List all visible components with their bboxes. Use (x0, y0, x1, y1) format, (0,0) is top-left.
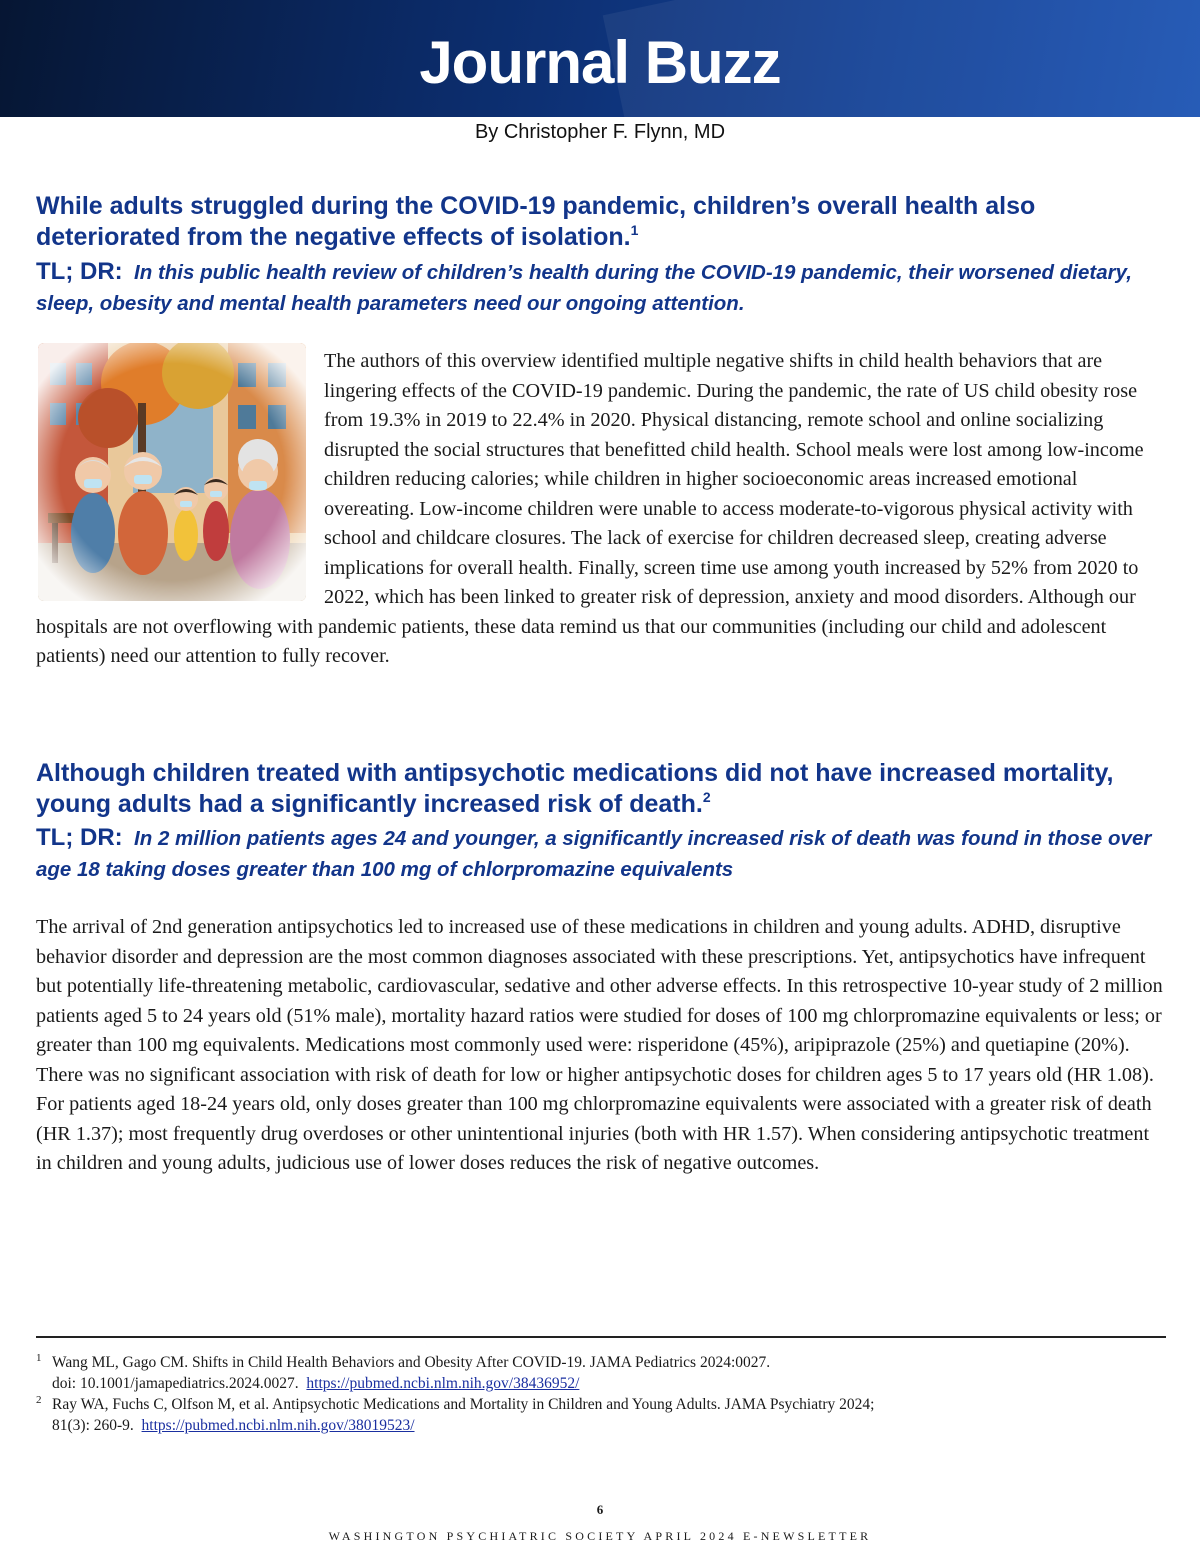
article-2-tldr (36, 822, 1166, 885)
footnote-1 (36, 1352, 1156, 1394)
footnote-2-volume: 81(3): 260-9. (52, 1417, 134, 1434)
footnote-divider (36, 1336, 1166, 1338)
article-2-tldr-text: In 2 million patients ages 24 and younger, a significantly increased risk of death was found in those over age 18 taking doses greater than 100 mg of chlorpromazine equivalents (36, 827, 1152, 881)
article-2-headline (36, 758, 1166, 820)
footnote-1-link[interactable]: https://pubmed.ncbi.nlm.nih.gov/38436952/ (306, 1375, 580, 1392)
footnote-2 (36, 1394, 1156, 1436)
article-2-headline-text: Although children treated with antipsychotic medications did not have increased mortality, young adults had a significantly increased risk of death. (36, 759, 1114, 818)
footnotes (36, 1352, 1156, 1436)
article-1-body (36, 347, 1166, 672)
footnote-1-doi: doi: 10.1001/jamapediatrics.2024.0027. (52, 1375, 299, 1392)
article-2-tldr-label: TL; DR: (36, 824, 123, 851)
author-byline: By Christopher F. Flynn, MD (474, 121, 726, 143)
page-number: 6 (596, 1502, 604, 1517)
article-2-body: The arrival of 2nd generation antipsychotics led to increased use of these medications in children and young adults. ADHD, disruptive behavior disorder and depression are the most common diagnoses associated with these prescriptions. Yet, antipsychotics have infrequent but potentially life-threatening metabolic, cardiovascular, sedative and other adverse effects. In this retrospective 10-year study of 2 million patients aged 5 to 24 years old (51% male), mortality hazard ratios were studied for doses of 100 mg chlorpromazine equivalents or less; or greater than 100 mg equivalents. Medications most commonly used were: risperidone (45%), aripiprazole (25%) and quetiapine (20%). There was no significant association with risk of death for low or higher antipsychotic doses for children ages 5 to 17 years old (HR 1.08). For patients aged 18-24 years old, only doses greater than 100 mg chlorpromazine equivalents were associated with a greater risk of death (HR 1.37); most frequently drug overdoses or other unintentional injuries (both with HR 1.57). When considering antipsychotic treatment in children and young adults, judicious use of lower doses reduces the risk of negative outcomes. (36, 916, 1163, 1174)
article-1-ref: 1 (630, 222, 639, 238)
footnote-2-citation: Ray WA, Fuchs C, Olfson M, et al. Antipsychotic Medications and Mortality in Children and Young Adults. JAMA Psychiatry 2024; (52, 1396, 875, 1413)
newsletter-footer: WASHINGTON PSYCHIATRIC SOCIETY APRIL 2024 E-NEWSLETTER (328, 1529, 872, 1543)
article-1-tldr-label: TL; DR: (36, 258, 123, 285)
article-1-body-text: The authors of this overview identified multiple negative shifts in child health behaviors that are lingering effects of the COVID-19 pandemic. During the pandemic, the rate of US child obesity rose from 19.3% in 2019 to 22.4% in 2020. Physical distancing, remote school and online socializing disrupted the social structures that benefitted child health. School meals were lost among low-income children reducing calories; while children in higher socioeconomic areas increased emotional overeating. Low-income children were unable to access moderate-to-vigorous physical activity with school and childcare closures. The lack of exercise for children decreased sleep, creating adverse implications for overall health. Finally, screen time use among youth increased by 52% from 2020 to 2022, which has been linked to greater risk of depression, anxiety and mood disorders. Although our hospitals are not overflowing with pandemic patients, these data remind us that our communities (including our child and adolescent patients) need our attention to fully recover. (36, 350, 1144, 667)
header-banner (0, 0, 1200, 117)
article-1-tldr-text: In this public health review of children’s health during the COVID-19 pandemic, their worsened dietary, sleep, obesity and mental health parameters need our ongoing attention. (36, 261, 1132, 315)
article-2-ref: 2 (702, 789, 711, 805)
footnote-2-number: 2 (36, 1394, 42, 1406)
article-1-headline (36, 191, 1166, 253)
article-1-headline-text: While adults struggled during the COVID-19 pandemic, children’s overall health also deteriorated from the negative effects of isolation. (36, 192, 1036, 251)
footnote-2-link[interactable]: https://pubmed.ncbi.nlm.nih.gov/38019523/ (141, 1417, 415, 1434)
illustration-image (38, 343, 306, 601)
footnote-1-citation: Wang ML, Gago CM. Shifts in Child Health Behaviors and Obesity After COVID-19. JAMA Pediatrics 2024:0027. (52, 1354, 771, 1371)
article-1-tldr (36, 256, 1166, 319)
footnote-1-number: 1 (36, 1352, 42, 1364)
page-title: Journal Buzz (419, 29, 781, 96)
